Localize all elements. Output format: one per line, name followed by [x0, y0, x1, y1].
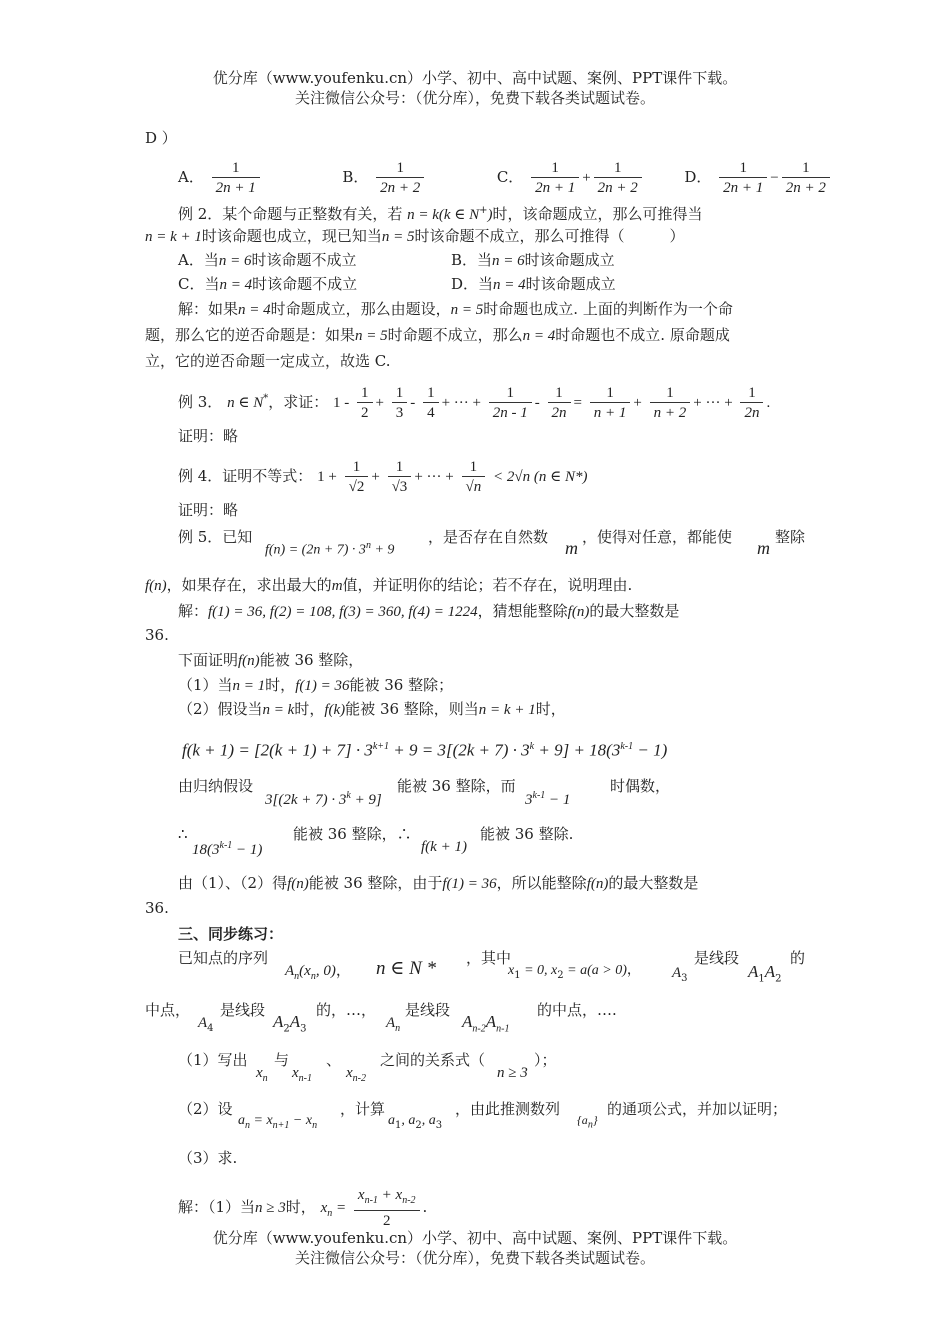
fraction: $\frac{1}{2n + 2}$ — [594, 159, 642, 198]
sec3-q3: （3）求. — [178, 1149, 238, 1167]
ex2-solution-1: 解：如果n = 4时命题成立，那么由题设，n = 5时命题也成立. 上面的判断作为一个命 — [178, 300, 733, 318]
sec3-q2d: 的通项公式，并加以证明； — [607, 1100, 788, 1118]
sec3-l1a: 已知点的序列 — [178, 949, 269, 967]
ex5-therefore-expr: $18(3^{k-1} - 1)$ — [192, 840, 263, 858]
sec3-l1d: 的 — [790, 949, 806, 967]
option-c-label: C． — [496, 168, 524, 186]
ex2-option-a: A．当n = 6时该命题不成立 — [178, 251, 357, 269]
fraction: $\frac{1}{2n + 1}$ — [212, 159, 260, 198]
sec3-An: $A_n$ — [386, 1015, 401, 1034]
ex3-proof: 证明：略 — [178, 427, 239, 445]
sec3-an-def: $a_n = x_{n+1} - x_n$ — [238, 1113, 318, 1131]
sec3-A3: $A_3$ — [672, 965, 688, 984]
footer-line-2: 关注微信公众号：（优分库），免费下载各类试题试卷。 — [294, 1249, 655, 1267]
sec3-l2a: 中点， — [145, 1001, 191, 1019]
sec3-l2b: 是线段 — [220, 1001, 266, 1019]
ex5-l1b: ，是否存在自然数 — [428, 528, 549, 546]
ex4-proof: 证明：略 — [178, 501, 239, 519]
ex5-line-2: f(n)，如果存在，求出最大的m值，并证明你的结论；若不存在，说明理由. — [145, 576, 633, 594]
sec3-xn1: $x_{n-1}$ — [292, 1065, 313, 1084]
q1-tail: D ） — [145, 129, 177, 147]
sec3-l2e: 的中点，…. — [537, 1001, 617, 1019]
sec3-l1b: ，其中 — [466, 949, 512, 967]
ex2-line-2: n = k + 1时该命题也成立，现已知当n = 5时该命题不成立，那么可推得（ ） — [145, 227, 685, 245]
sec3-q1m: n ≥ 3 — [497, 1065, 528, 1081]
sec3-q2c: ，由此推测数列 — [455, 1100, 561, 1118]
section-title: 三、同步练习： — [178, 925, 284, 943]
ex5-therefore: ∴ — [178, 825, 188, 843]
header-line-2: 关注微信公众号：（优分库），免费下载各类试题试卷。 — [294, 89, 655, 107]
ex5-step-2: （2）假设当n = k时，f(k)能被 36 整除，则当n = k + 1时， — [178, 700, 566, 718]
footer-line-1: 优分库（www.youfenku.cn）小学、初中、高中试题、案例、PPT课件下载。 — [212, 1229, 738, 1247]
ex2-solution-3: 立，它的逆否命题一定成立，故选 C. — [145, 352, 391, 370]
ex5-hyp-expr-2: $3^{k-1} - 1$ — [525, 790, 571, 808]
fraction: $\frac{1}{2n + 1}$ — [531, 159, 579, 198]
ex5-proof-intro: 下面证明f(n)能被 36 整除， — [178, 651, 364, 669]
ex5-m: m — [565, 538, 578, 558]
ex5-therefore-b: 能被 36 整除，∴ — [293, 825, 412, 843]
ex2-solution-2: 题，那么它的逆否命题是：如果n = 5时命题不成立，那么n = 4时命题也不成立. 原命题成 — [145, 326, 730, 344]
ex2-option-c: C．当n = 4时该命题不成立 — [178, 275, 358, 293]
sec3-An2An1: $A_{n-2}A_{n-1}$ — [462, 1012, 510, 1035]
ex5-fn: $f(n) = (2n + 7) \cdot 3^n + 9$ — [265, 540, 395, 558]
fraction: $\frac{1}{2n + 2}$ — [782, 159, 830, 198]
sec3-q1a: （1）写出 — [178, 1051, 248, 1069]
sec3-point-seq: $A_n(x_n$, 0)， — [285, 961, 351, 982]
option-d-label: D． — [684, 168, 712, 186]
ex2-option-b: B．当n = 6时该命题成立 — [451, 251, 615, 269]
sec3-q2b: ，计算 — [340, 1100, 386, 1118]
sec3-solution: 解：（1）当n ≥ 3时， $x_n$ = $\frac{x_{n-1} + x_{n-2}}{2}$ . — [178, 1186, 428, 1229]
sec3-n-in-N: n ∈ N * — [376, 958, 436, 979]
ex5-step-1: （1）当n = 1时，f(1) = 36能被 36 整除； — [178, 676, 454, 694]
ex5-label: 例 5．已知 — [178, 528, 253, 546]
sec3-l1c: 是线段 — [694, 949, 740, 967]
ex5-hyp-a: 由归纳假设 — [178, 777, 254, 795]
sec3-A2A3: $A_2A_3$ — [273, 1012, 307, 1035]
ex5-therefore-c: 能被 36 整除. — [480, 825, 574, 843]
sec3-a123: $a_1$, $a_2$, $a_3$ — [388, 1113, 443, 1131]
sec3-q2a: （2）设 — [178, 1100, 233, 1118]
fraction: $\frac{1}{2n + 1}$ — [719, 159, 767, 198]
sec3-A1A2: $A_1A_2$ — [748, 962, 782, 985]
sec3-xn2: $x_{n-2}$ — [346, 1065, 367, 1084]
sec3-l2d: 是线段 — [405, 1001, 451, 1019]
ex5-solution-1: 解：f(1) = 36, f(2) = 108, f(3) = 360, f(4) = 1224，猜想能整除f(n)的最大整数是 — [178, 602, 680, 620]
ex3-statement: 例 3． n ∈ N*，求证： 1 - $\frac{1}{2}$ + $\frac{1}{3}$ - $\frac{1}{4}$ + ··· + $\frac{1}{2n - 1}$ - $\frac{1}{2n}$ = $\frac{1}{n + 1}$ + $\frac{1}{n + 2}$ + ··· + $\frac{1}{2n}$ . — [178, 384, 771, 421]
ex5-m2: m — [757, 538, 770, 558]
ex5-l1c: ，使得对任意，都能使 — [582, 528, 733, 546]
sec3-l2c: 的，…， — [316, 1001, 377, 1019]
fraction: $\frac{1}{2n + 2}$ — [376, 159, 424, 198]
ex5-conclusion-1: 由（1）、（2）得f(n)能被 36 整除，由于f(1) = 36，所以能整除f(n)的最大整数是 — [178, 874, 699, 892]
sec3-q1b: 与 — [274, 1051, 290, 1069]
ex5-hyp-expr: $3[(2k + 7) \cdot 3^k + 9]$ — [265, 790, 382, 808]
ex5-hyp-c: 时偶数， — [610, 777, 671, 795]
ex2-option-d: D．当n = 4时该命题成立 — [451, 275, 616, 293]
ex5-therefore-expr-2: f(k + 1) — [421, 839, 467, 855]
sec3-q1d: 之间的关系式（ — [380, 1051, 486, 1069]
ex5-equation: $f(k + 1) = [2(k + 1) + 7] \cdot 3^{k+1} + 9 = 3[(2k + 7) \cdot 3^k + 9] + 18(3^{k-1} - 1)$ — [182, 740, 668, 760]
sec3-xn: $x_n$ — [256, 1065, 268, 1084]
ex4-statement: 例 4．证明不等式： 1 + $\frac{1}{√2}$ + $\frac{1}{√3}$ + ··· + $\frac{1}{√n}$ < 2√n (n ∈ N*) — [178, 458, 588, 495]
sec3-seq-an: $\{a_n\}$ — [577, 1113, 598, 1131]
sec3-x-init: $x_1 = 0$, $x_2 = a(a > 0)$， — [508, 962, 641, 981]
sec3-A4: $A_4$ — [198, 1015, 214, 1034]
ex2-line-1: 例 2．某个命题与正整数有关，若 n = k(k ∈ N+)时，该命题成立，那么可推得当 — [178, 205, 703, 223]
option-a-label: A． — [178, 168, 204, 186]
header-line-1: 优分库（www.youfenku.cn）小学、初中、高中试题、案例、PPT课件下载。 — [212, 69, 738, 87]
sec3-q1c: 、 — [326, 1051, 342, 1069]
q1-options: A． $\frac{1}{2n + 1}$ B． $\frac{1}{2n + 2}$ C． $\frac{1}{2n + 1}$ + $\frac{1}{2n + 2}$ D． $\frac{1}{2n + 1}$ − $\frac{1}{2n + 2}$ — [178, 155, 833, 200]
ex5-hyp-b: 能被 36 整除，而 — [397, 777, 516, 795]
ex5-solution-2: 36. — [145, 626, 169, 644]
ex5-conclusion-2: 36. — [145, 899, 169, 917]
option-b-label: B． — [342, 168, 369, 186]
sec3-q1e: ）； — [534, 1051, 557, 1069]
ex5-l1d: 整除 — [775, 528, 806, 546]
